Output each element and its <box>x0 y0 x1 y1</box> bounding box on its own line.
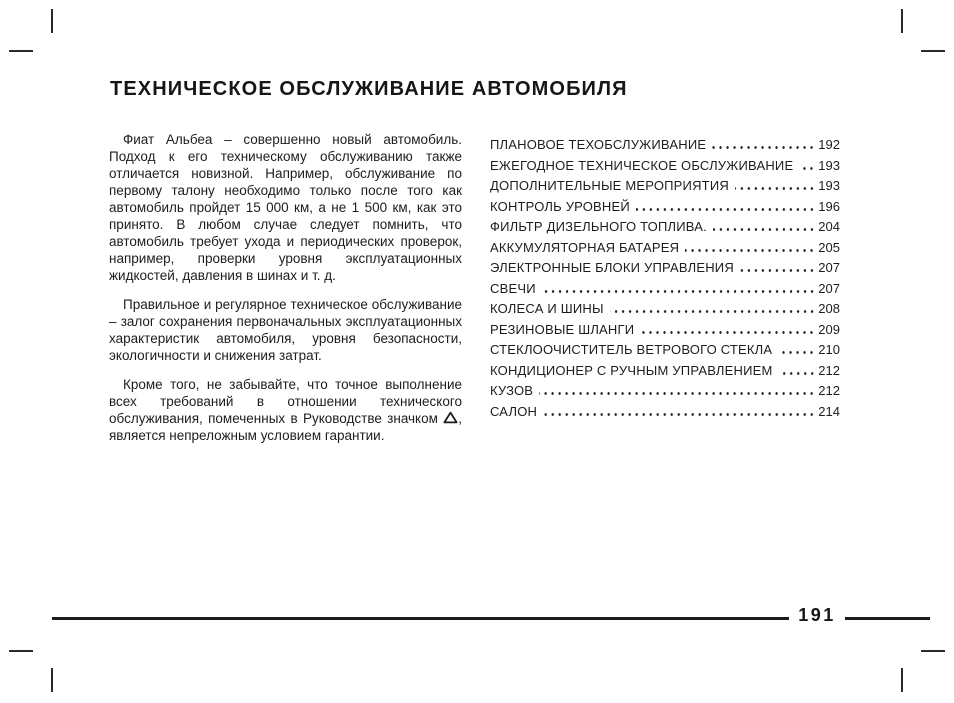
toc-item-page: 209 <box>818 321 840 337</box>
toc-item-page: 214 <box>818 403 840 419</box>
toc-item-label: КОЛЕСА И ШИНЫ <box>490 301 604 316</box>
toc-item-label: САЛОН <box>490 403 538 419</box>
toc-item-label: РЕЗИНОВЫЕ ШЛАНГИ <box>490 321 635 337</box>
toc-leader-dots <box>539 392 815 395</box>
toc-leader-dots <box>685 249 815 252</box>
toc-row <box>490 135 840 156</box>
paragraph-text: , является непреложным условием гарантии. <box>109 411 462 443</box>
toc-item-label: КОНТРОЛЬ УРОВНЕЙ <box>490 198 630 214</box>
toc-leader-dots <box>735 187 815 190</box>
toc-leader-dots <box>779 372 816 375</box>
paragraph-text: Кроме того, не забывайте, что точное выполнение всех требований в отношении технического обслуживания, помеченных в Руководстве значком <box>109 377 462 426</box>
toc-item-page: 205 <box>818 239 840 255</box>
toc-leader-dots <box>543 413 815 416</box>
toc-leader-dots <box>799 167 815 170</box>
toc-item-label: ЕЖЕГОДНОЕ ТЕХНИЧЕСКОЕ ОБСЛУЖИВАНИЕ <box>490 157 794 173</box>
toc-row <box>490 361 840 382</box>
warning-triangle-icon <box>443 411 458 424</box>
toc-item-page: 212 <box>818 362 840 378</box>
paragraph: Фиат Альбеа – совершенно новый автомобиль. Подход к его техническому обслуживанию также отличается новизной. Например, обслуживание по первому талону необходимо только после того как автомобиль пройдет 15 000 км, а не 1 500 км, как это принято. В любом случае следует помнить, что автомобиль требует ухода и периодических проверок, например, проверки уровня эксплуатационных жидкостей, давления в шинах и т. д. <box>109 132 462 283</box>
toc-item-page: 196 <box>818 198 840 214</box>
toc-item-page: 212 <box>818 383 840 398</box>
toc-item-label: КУЗОВ <box>490 383 534 398</box>
toc-row <box>490 320 840 341</box>
toc-row <box>490 340 840 361</box>
toc-leader-dots <box>740 269 815 272</box>
crop-mark-bottom-left-horizontal <box>9 650 33 652</box>
toc-item-label: ФИЛЬТР ДИЗЕЛЬНОГО ТОПЛИВА. <box>490 219 707 234</box>
page-number: 191 <box>798 605 836 625</box>
toc-item-label: СВЕЧИ <box>490 280 536 296</box>
toc-leader-dots <box>636 208 815 211</box>
toc-row <box>490 258 840 279</box>
toc-item-page: 207 <box>818 260 840 275</box>
paragraph: Правильное и регулярное техническое обслуживание – залог сохранения первоначальных эксплуатационных характеристик автомобиля, уровня безопасности, экологичности и снижения затрат. <box>109 297 462 363</box>
toc-item-label: АККУМУЛЯТОРНАЯ БАТАРЕЯ <box>490 239 680 255</box>
crop-mark-top-left-vertical <box>51 9 53 33</box>
toc-row <box>490 402 840 423</box>
toc-item-label: КОНДИЦИОНЕР С РУЧНЫМ УПРАВЛЕНИЕМ <box>490 362 773 378</box>
toc-row <box>490 197 840 218</box>
footer-rule-right <box>845 617 930 620</box>
toc-item-page: 207 <box>818 280 840 296</box>
crop-mark-top-right-horizontal <box>921 50 945 52</box>
footer-rule-left <box>52 617 789 620</box>
toc-item-label: СТЕКЛООЧИСТИТЕЛЬ ВЕТРОВОГО СТЕКЛА <box>490 342 773 357</box>
toc-row <box>490 176 840 197</box>
table-of-contents <box>490 135 840 422</box>
toc-leader-dots <box>712 146 815 149</box>
crop-mark-bottom-left-vertical <box>51 668 53 692</box>
toc-leader-dots <box>778 351 815 354</box>
toc-row <box>490 381 840 402</box>
toc-row <box>490 217 840 238</box>
toc-item-page: 210 <box>818 342 840 357</box>
toc-item-page: 208 <box>818 301 840 316</box>
toc-leader-dots <box>713 228 815 231</box>
toc-item-page: 192 <box>818 137 840 152</box>
toc-row <box>490 156 840 177</box>
toc-row <box>490 279 840 300</box>
toc-leader-dots <box>542 290 816 293</box>
toc-item-page: 193 <box>818 178 840 193</box>
body-text-column <box>109 131 462 456</box>
toc-item-label: ДОПОЛНИТЕЛЬНЫЕ МЕРОПРИЯТИЯ <box>490 178 729 193</box>
toc-item-label: ЭЛЕКТРОННЫЕ БЛОКИ УПРАВЛЕНИЯ <box>490 260 734 275</box>
toc-row <box>490 238 840 259</box>
crop-mark-top-left-horizontal <box>9 50 33 52</box>
paragraph <box>109 376 462 444</box>
toc-leader-dots <box>640 331 815 334</box>
toc-item-page: 204 <box>818 219 840 234</box>
page-title: ТЕХНИЧЕСКОЕ ОБСЛУЖИВАНИЕ АВТОМОБИЛЯ <box>110 78 628 100</box>
toc-item-label: ПЛАНОВОЕ ТЕХОБСЛУЖИВАНИЕ <box>490 137 707 152</box>
toc-leader-dots <box>610 310 816 313</box>
crop-mark-bottom-right-horizontal <box>921 650 945 652</box>
crop-mark-bottom-right-vertical <box>901 668 903 692</box>
toc-item-page: 193 <box>818 157 840 173</box>
crop-mark-top-right-vertical <box>901 9 903 33</box>
toc-row <box>490 299 840 320</box>
